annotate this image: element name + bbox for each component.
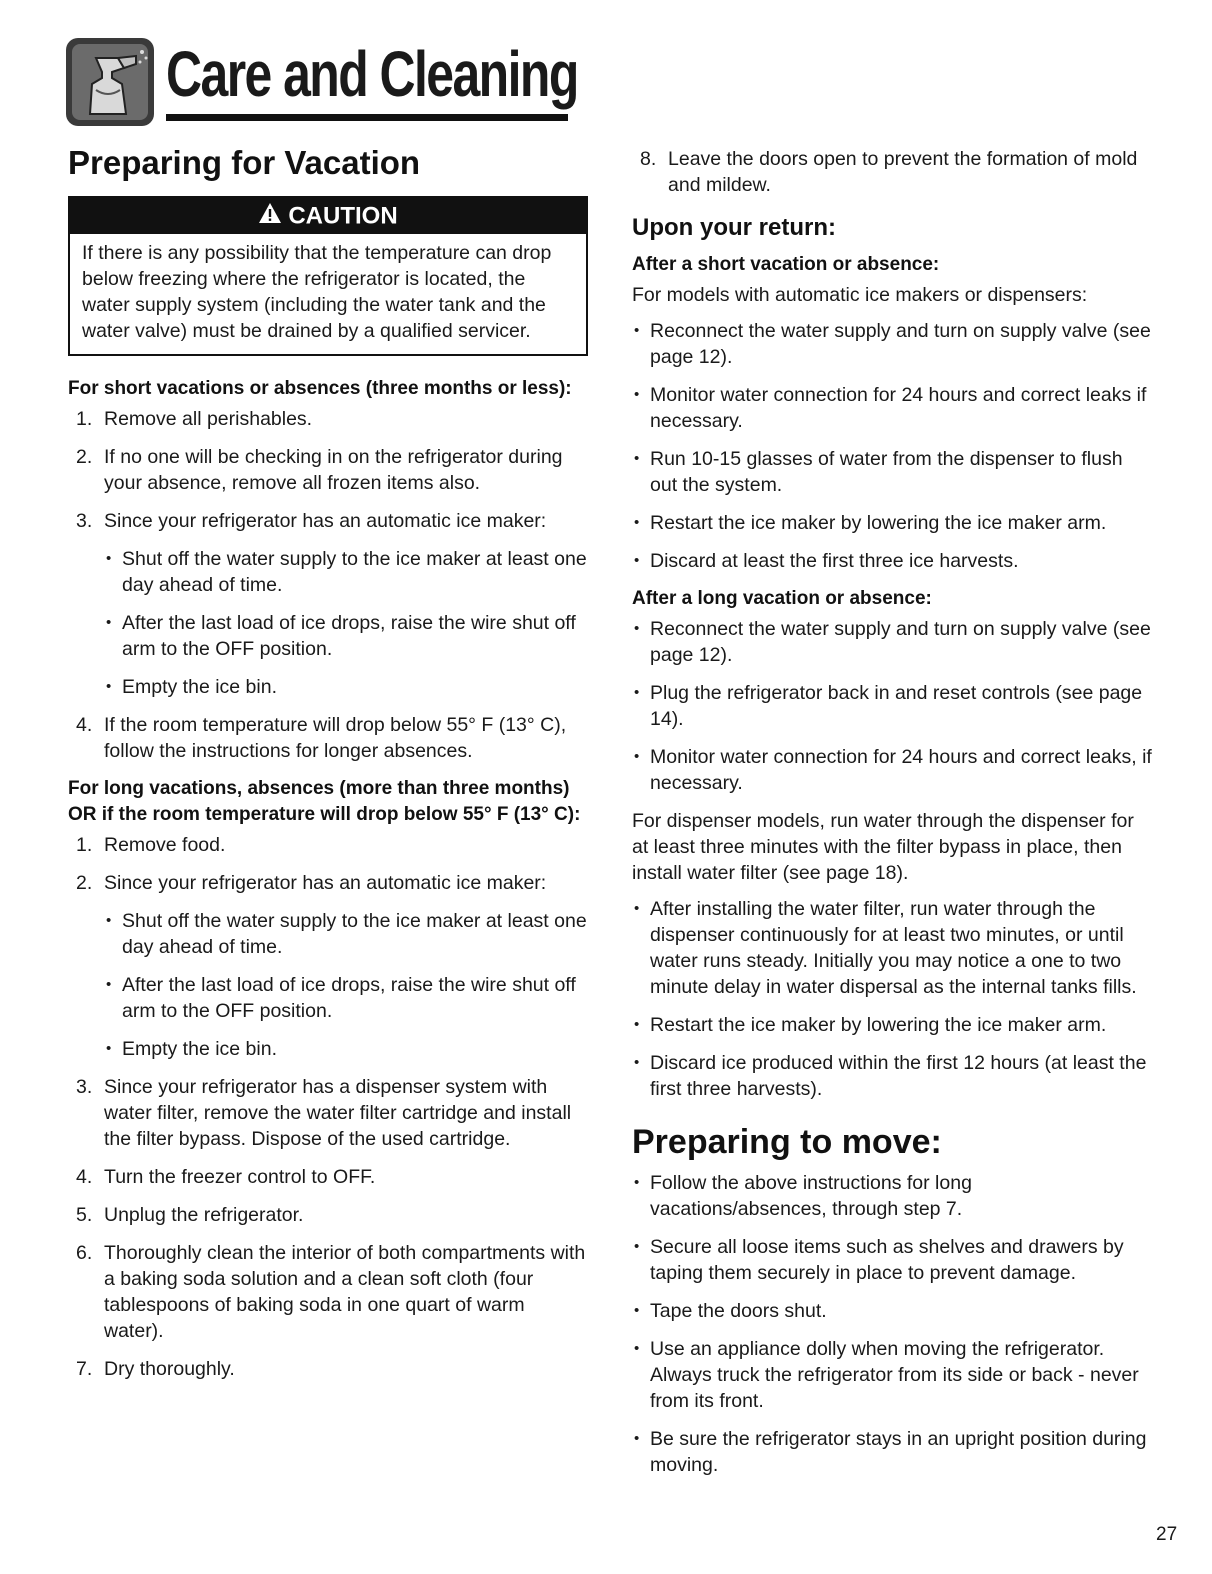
- list-item: 2. If no one will be checking in on the refrigerator during your absence, remove all frozen items also.: [76, 446, 563, 494]
- list-item: • Tape the doors shut.: [632, 1298, 1152, 1324]
- list-item: • Monitor water connection for 24 hours and correct leaks, if necessary.: [632, 744, 1152, 796]
- page-header: [62, 30, 578, 130]
- short-vacation-heading: For short vacations or absences (three months or less):: [68, 378, 572, 399]
- list-item: • Shut off the water supply to the ice maker at least one day ahead of time.: [104, 546, 588, 598]
- preparing-to-move-heading: Preparing to move:: [632, 1123, 942, 1161]
- list-item: • Be sure the refrigerator stays in an upright position during moving.: [632, 1426, 1152, 1478]
- vacation-heading: Preparing for Vacation: [68, 144, 421, 181]
- dispenser-list: [632, 896, 1152, 1102]
- upon-return-heading: Upon your return:: [632, 214, 836, 241]
- short-return-heading: After a short vacation or absence:: [632, 254, 940, 275]
- long-vacation-heading: For long vacations, absences (more than three months) OR if the room temperature will drop below 55° F (13° C):: [68, 778, 581, 825]
- list-item: • Secure all loose items such as shelves and drawers by taping them securely in place to prevent damage.: [632, 1234, 1152, 1286]
- title-underline: [166, 114, 568, 121]
- list-item: • After the last load of ice drops, raise the wire shut off arm to the OFF position.: [104, 610, 588, 662]
- caution-label: CAUTION: [288, 202, 398, 230]
- list-item: 1. Remove food.: [76, 834, 226, 856]
- list-item: • After the last load of ice drops, raise the wire shut off arm to the OFF position.: [104, 972, 588, 1024]
- warning-triangle-icon: [258, 199, 282, 235]
- short-return-intro: For models with automatic ice makers or dispensers:: [632, 284, 1088, 306]
- list-item: 3. Since your refrigerator has a dispenser system with water filter, remove the water filter cartridge and install the filter bypass. Dispose of the used cartridge.: [76, 1076, 572, 1150]
- list-item: • Reconnect the water supply and turn on supply valve (see page 12).: [632, 318, 1152, 370]
- long-return-list: [632, 616, 1152, 796]
- list-item: • Empty the ice bin.: [104, 674, 588, 700]
- long-return-heading: After a long vacation or absence:: [632, 588, 932, 609]
- caution-box: [68, 196, 588, 356]
- list-item: • Restart the ice maker by lowering the ice maker arm.: [632, 510, 1152, 536]
- right-column: [632, 146, 1152, 1490]
- list-item: 7. Dry thoroughly.: [76, 1358, 235, 1380]
- short-vacation-steps: [68, 406, 588, 764]
- list-item: 4. Turn the freezer control to OFF.: [76, 1166, 376, 1188]
- list-item: 6. Thoroughly clean the interior of both compartments with a baking soda solution and a clean soft cloth (four tablespoons of baking soda in one quart of warm water).: [76, 1242, 586, 1342]
- list-item: • Follow the above instructions for long vacations/absences, through step 7.: [632, 1170, 1152, 1222]
- list-item: • Use an appliance dolly when moving the refrigerator. Always truck the refrigerator from its side or back - never from its front.: [632, 1336, 1152, 1414]
- long-vacation-steps: [68, 832, 588, 1382]
- list-item: 4. If the room temperature will drop below 55° F (13° C), follow the instructions for longer absences.: [76, 714, 567, 762]
- list-item: • Shut off the water supply to the ice maker at least one day ahead of time.: [104, 908, 588, 960]
- list-item: • Monitor water connection for 24 hours and correct leaks if necessary.: [632, 382, 1152, 434]
- list-item: 8. Leave the doors open to prevent the formation of mold and mildew.: [640, 148, 1138, 196]
- long-vacation-steps-continued: [632, 146, 1152, 198]
- list-item: • Restart the ice maker by lowering the ice maker arm.: [632, 1012, 1152, 1038]
- sub-bullet-list: [104, 546, 588, 700]
- page-number: 27: [1156, 1524, 1178, 1545]
- sub-bullet-list: [104, 908, 588, 1062]
- left-column: [68, 138, 588, 1394]
- list-item: • After installing the water filter, run water through the dispenser continuously for at least two minutes, or until water runs steady. Initially you may notice a one to two minute delay in water dispersal as the internal tanks fills.: [632, 896, 1152, 1000]
- move-list: [632, 1170, 1152, 1478]
- dispenser-note: For dispenser models, run water through the dispenser for at least three minutes with the filter bypass in place, then install water filter (see page 18).: [632, 810, 1134, 884]
- list-item: 5. Unplug the refrigerator.: [76, 1204, 304, 1226]
- list-item: 1. Remove all perishables.: [76, 408, 313, 430]
- list-item: • Plug the refrigerator back in and reset controls (see page 14).: [632, 680, 1152, 732]
- list-item: • Discard at least the first three ice harvests.: [632, 548, 1152, 574]
- page-title: Care and Cleaning: [166, 38, 578, 110]
- caution-text: If there is any possibility that the temperature can drop below freezing where the refrigerator is located, the water supply system (including the water tank and the water valve) must be drained by a qualified servicer.: [82, 242, 552, 342]
- short-return-list: [632, 318, 1152, 574]
- spray-bottle-icon: [66, 38, 154, 126]
- list-item: • Run 10-15 glasses of water from the dispenser to flush out the system.: [632, 446, 1152, 498]
- list-item: • Empty the ice bin.: [104, 1036, 588, 1062]
- list-item: 3. Since your refrigerator has an automatic ice maker: • Shut off the water supply to the ice maker at least one day ahead of time. • After the last load of ice drops, raise the wire shut off arm to the OFF position. • Empty the ice bin.: [68, 508, 588, 700]
- list-item: • Reconnect the water supply and turn on supply valve (see page 12).: [632, 616, 1152, 668]
- caution-header: [70, 198, 586, 234]
- list-item: 2. Since your refrigerator has an automatic ice maker: • Shut off the water supply to the ice maker at least one day ahead of time. • After the last load of ice drops, raise the wire shut off arm to the OFF position. • Empty the ice bin.: [68, 870, 588, 1062]
- list-item: • Discard ice produced within the first 12 hours (at least the first three harvests).: [632, 1050, 1152, 1102]
